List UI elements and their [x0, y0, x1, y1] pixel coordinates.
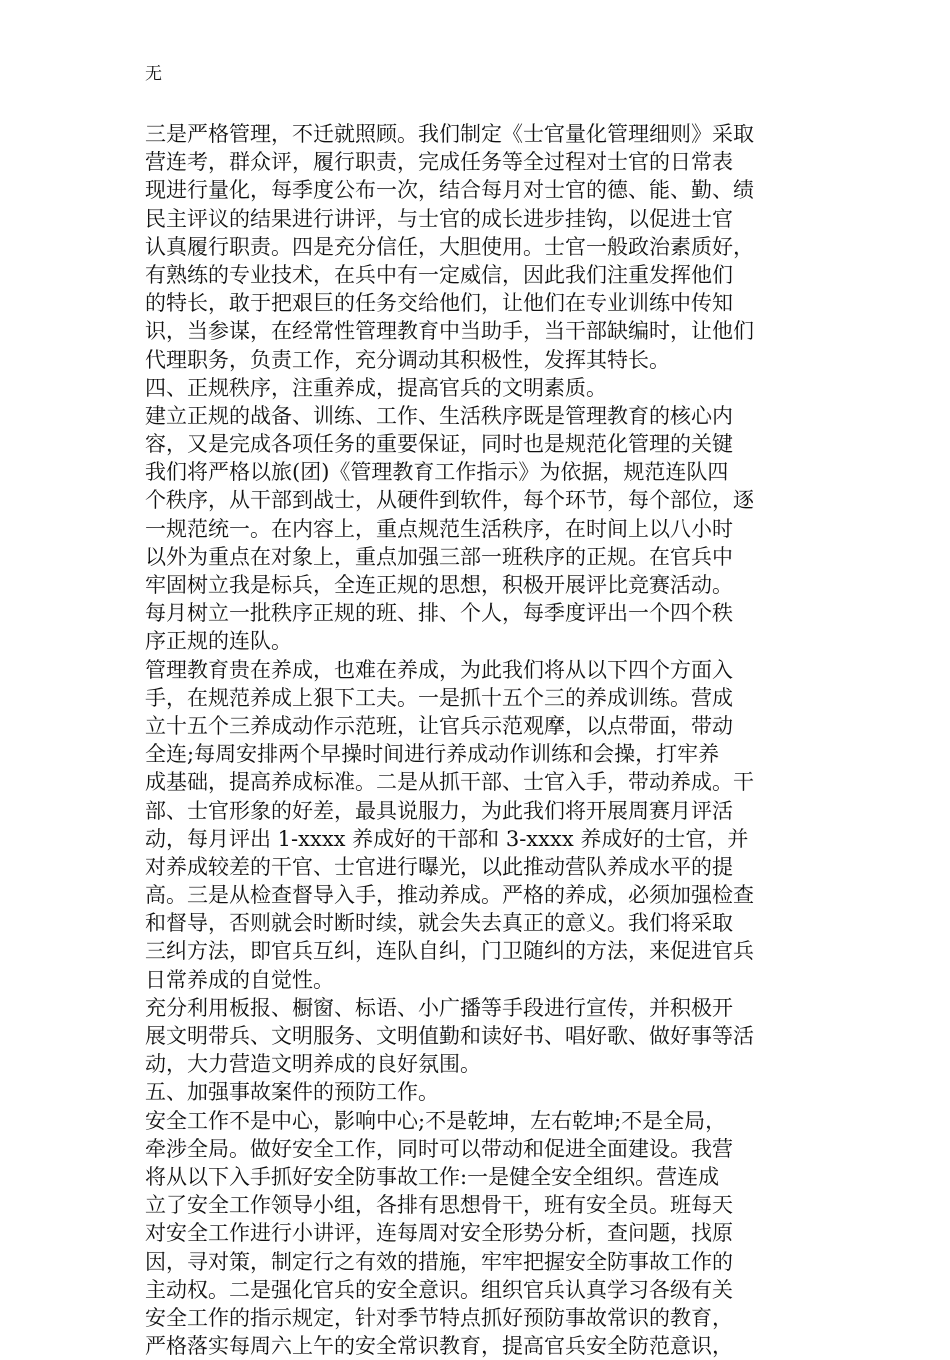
text-line: 我们将严格以旅(团)《管理教育工作指示》为依据，规范连队四 [145, 460, 729, 485]
text-line: 严格落实每周六上午的安全常识教育，提高官兵安全防范意识， [145, 1334, 733, 1359]
text-line: 代理职务，负责工作，充分调动其积极性，发挥其特长。 [145, 347, 670, 372]
text-line: 高。三是从检查督导入手，推动养成。严格的养成，必须加强检查 [145, 883, 754, 908]
text-line: 以外为重点在对象上，重点加强三部一班秩序的正规。在官兵中 [145, 544, 733, 569]
text-line: 民主评议的结果进行讲评，与士官的成长进步挂钩，以促进士官 [145, 206, 733, 231]
text-line: 四、正规秩序，注重养成，提高官兵的文明素质。 [145, 375, 607, 400]
text-line: 三是严格管理，不迁就照顾。我们制定《士官量化管理细则》采取 [145, 122, 754, 146]
text-line: 识，当参谋，在经常性管理教育中当助手，当干部缺编时，让他们 [145, 319, 754, 344]
text-line: 牢固树立我是标兵，全连正规的思想，积极开展评比竞赛活动。 [145, 573, 733, 597]
text-line: 每月树立一批秩序正规的班、排、个人，每季度评出一个四个秩 [145, 601, 733, 626]
text-line: 的特长，敢于把艰巨的任务交给他们，让他们在专业训练中传知 [145, 291, 733, 316]
document-body [145, 120, 825, 1360]
text-line: 序正规的连队。 [145, 629, 292, 654]
text-line: 五、加强事故案件的预防工作。 [145, 1080, 439, 1105]
text-line: 充分利用板报、橱窗、标语、小广播等手段进行宣传，并积极开 [145, 995, 733, 1020]
text-line: 部、士官形象的好差，最具说服力，为此我们将开展周赛月评活 [145, 798, 733, 823]
text-line: 建立正规的战备、训练、工作、生活秩序既是管理教育的核心内 [145, 403, 733, 428]
text-line: 因，寻对策，制定行之有效的措施，牢牢把握安全防事故工作的 [145, 1249, 733, 1274]
text-line: 有熟练的专业技术，在兵中有一定威信，因此我们注重发挥他们 [145, 262, 733, 287]
text-line: 安全工作不是中心，影响中心;不是乾坤，左右乾坤;不是全局， [145, 1108, 727, 1133]
text-line: 立了安全工作领导小组，各排有思想骨干，班有安全员。班每天 [145, 1193, 733, 1218]
text-line: 动，大力营造文明养成的良好氛围。 [145, 1052, 481, 1077]
text-line: 对养成较差的干官、士官进行曝光，以此推动营队养成水平的提 [145, 854, 733, 879]
text-line: 三纠方法，即官兵互纠，连队自纠，门卫随纠的方法，来促进官兵 [145, 939, 754, 964]
text-line: 全连;每周安排两个早操时间进行养成动作训练和会操，打牢养 [145, 742, 720, 767]
text-line: 安全工作的指示规定，针对季节特点抓好预防事故常识的教育， [145, 1305, 733, 1330]
text-line: 立十五个三养成动作示范班，让官兵示范观摩，以点带面，带动 [145, 713, 733, 738]
text-line: 对安全工作进行小讲评，连每周对安全形势分析，查问题，找原 [145, 1221, 733, 1246]
text-line: 日常养成的自觉性。 [145, 967, 334, 992]
text-line: 成基础，提高养成标准。二是从抓干部、士官入手，带动养成。干 [145, 770, 754, 795]
text-line: 容，又是完成各项任务的重要保证，同时也是规范化管理的关键 [145, 432, 733, 457]
text-line: 一规范统一。在内容上，重点规范生活秩序，在时间上以八小时 [145, 516, 733, 541]
text-line: 个秩序，从干部到战士，从硬件到软件，每个环节，每个部位，逐 [145, 488, 754, 513]
text-line: 牵涉全局。做好安全工作，同时可以带动和促进全面建设。我营 [145, 1136, 733, 1161]
text-line: 展文明带兵、文明服务、文明值勤和读好书、唱好歌、做好事等活 [145, 1024, 754, 1048]
text-line: 和督导，否则就会时断时续，就会失去真正的意义。我们将采取 [145, 911, 733, 936]
text-line: 手，在规范养成上狠下工夫。一是抓十五个三的养成训练。营成 [145, 685, 733, 710]
text-line: 动，每月评出 1-xxxx 养成好的干部和 3-xxxx 养成好的士官，并 [145, 826, 749, 851]
text-line: 认真履行职责。四是充分信任，大胆使用。士官一般政治素质好， [145, 234, 754, 259]
text-line: 管理教育贵在养成，也难在养成，为此我们将从以下四个方面入 [145, 657, 733, 682]
text-line: 营连考，群众评，履行职责，完成任务等全过程对士官的日常表 [145, 150, 733, 175]
text-line: 主动权。二是强化官兵的安全意识。组织官兵认真学习各级有关 [145, 1277, 733, 1302]
header-mark: 无 [145, 64, 162, 84]
text-line: 现进行量化，每季度公布一次，结合每月对士官的德、能、勤、绩 [145, 178, 754, 203]
text-line: 将从以下入手抓好安全防事故工作:一是健全安全组织。营连成 [145, 1164, 720, 1189]
